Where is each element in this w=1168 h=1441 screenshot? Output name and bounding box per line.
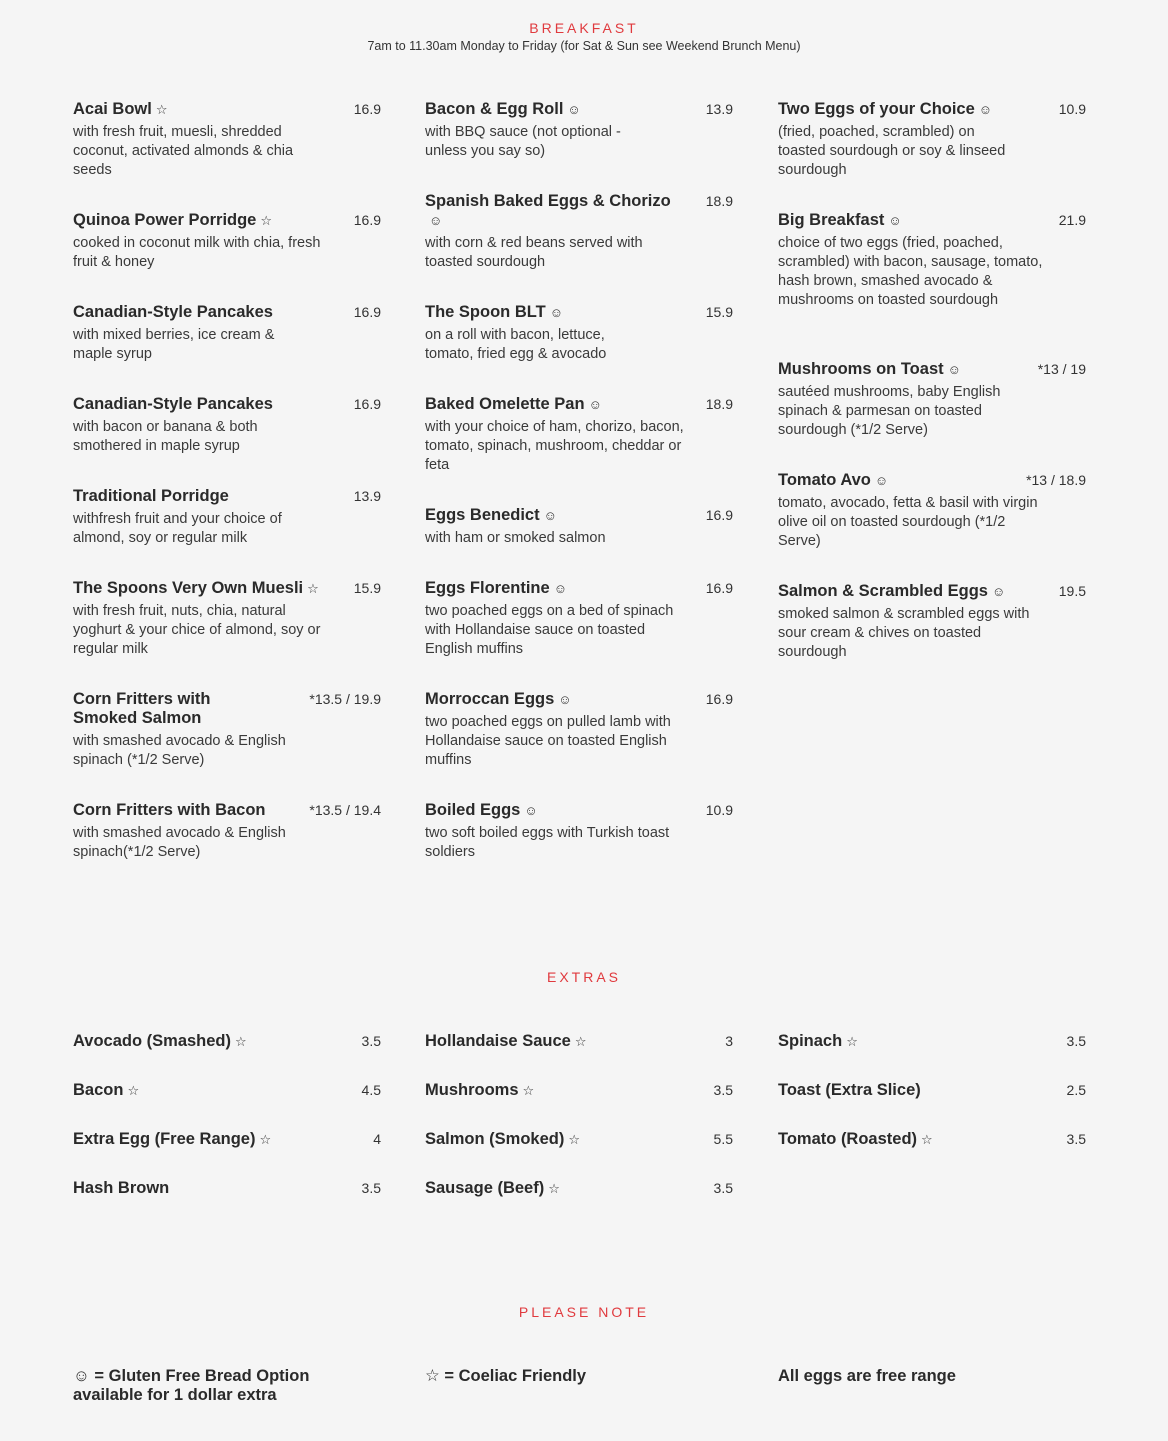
coeliac-star-icon: ☆ xyxy=(155,102,168,117)
item-name: Morroccan Eggs xyxy=(425,690,555,708)
menu-item xyxy=(425,192,733,272)
item-name: Boiled Eggs xyxy=(425,801,521,819)
item-price: 3.5 xyxy=(361,1033,381,1049)
item-name: Canadian-Style Pancakes xyxy=(73,303,273,321)
item-name: Acai Bowl xyxy=(73,100,152,118)
item-name: Two Eggs of your Choice xyxy=(778,100,975,118)
menu-item xyxy=(73,100,381,180)
item-description: tomato, avocado, fetta & basil with virgin olive oil on toasted sourdough (*1/2 Serve) xyxy=(778,495,1038,549)
item-description: with corn & red beans served with toasted sourdough xyxy=(425,235,643,270)
note-coeliac-friendly: ☆ = Coeliac Friendly xyxy=(425,1367,587,1385)
item-name: Canadian-Style Pancakes xyxy=(73,395,273,413)
item-name: Avocado (Smashed) xyxy=(73,1032,232,1050)
extra-item xyxy=(425,1179,733,1198)
item-price: 4 xyxy=(373,1131,381,1147)
coeliac-star-icon: ☆ xyxy=(260,213,273,228)
gluten-free-smiley-icon: ☺ xyxy=(588,397,602,412)
coeliac-star-icon: ☆ xyxy=(574,1034,587,1049)
item-price: 5.5 xyxy=(713,1131,733,1147)
item-price: 16.9 xyxy=(353,212,381,228)
menu-item xyxy=(778,360,1086,440)
item-description: with mixed berries, ice cream & maple syrup xyxy=(73,327,275,362)
menu-item xyxy=(73,303,381,364)
item-price: 2.5 xyxy=(1066,1082,1086,1098)
menu-item xyxy=(425,395,733,475)
menu-item xyxy=(73,801,381,862)
extra-item xyxy=(73,1032,381,1051)
extra-item xyxy=(778,1081,1086,1100)
item-description: with fresh fruit, muesli, shredded coconut, activated almonds & chia seeds xyxy=(73,124,294,178)
item-description: smoked salmon & scrambled eggs with sour cream & chives on toasted sourdough xyxy=(778,606,1030,660)
item-description: on a roll with bacon, lettuce, tomato, fried egg & avocado xyxy=(425,327,607,362)
item-description: withfresh fruit and your choice of almond, soy or regular milk xyxy=(73,511,282,546)
gluten-free-smiley-icon: ☺ xyxy=(558,692,572,707)
item-description: with your choice of ham, chorizo, bacon, tomato, spinach, mushroom, cheddar or feta xyxy=(425,419,684,473)
gluten-free-smiley-icon: ☺ xyxy=(978,102,993,117)
menu-item xyxy=(778,471,1086,551)
item-name: Bacon & Egg Roll xyxy=(425,100,564,118)
extra-item xyxy=(778,1130,1086,1149)
item-name: Sausage (Beef) xyxy=(425,1179,545,1197)
extra-item xyxy=(425,1032,733,1051)
item-price: 3.5 xyxy=(713,1180,733,1196)
menu-item xyxy=(425,506,733,548)
item-description: with BBQ sauce (not optional - unless you say so) xyxy=(425,124,621,159)
item-name: Toast (Extra Slice) xyxy=(778,1081,921,1099)
item-name: Extra Egg (Free Range) xyxy=(73,1130,256,1148)
extra-item xyxy=(73,1179,381,1198)
item-name: The Spoons Very Own Muesli xyxy=(73,579,304,597)
item-price: 15.9 xyxy=(705,304,733,320)
menu-item xyxy=(425,579,733,659)
menu-item xyxy=(778,582,1086,662)
coeliac-star-icon: ☆ xyxy=(307,581,319,596)
menu-item xyxy=(425,690,733,770)
coeliac-star-icon: ☆ xyxy=(846,1034,858,1049)
item-price: 3.5 xyxy=(713,1082,733,1098)
item-price: 19.5 xyxy=(1058,583,1086,599)
item-name: Bacon xyxy=(73,1081,124,1099)
extras-title: EXTRAS xyxy=(546,969,621,985)
item-price: 10.9 xyxy=(705,802,733,818)
item-description: with bacon or banana & both smothered in maple syrup xyxy=(73,419,258,454)
item-description: choice of two eggs (fried, poached, scrambled) with bacon, sausage, tomato, hash brown, smashed avocado & mushrooms on toasted sourdough xyxy=(778,235,1043,308)
item-price: *13 / 19 xyxy=(1037,361,1086,377)
extra-item xyxy=(425,1130,733,1149)
item-price: 18.9 xyxy=(705,193,733,209)
gluten-free-smiley-icon: ☺ xyxy=(874,473,889,488)
extra-item xyxy=(73,1081,381,1100)
item-description: two soft boiled eggs with Turkish toast soldiers xyxy=(425,825,670,860)
menu-item xyxy=(425,303,733,364)
extra-item xyxy=(425,1081,733,1100)
item-price: 3.5 xyxy=(1066,1033,1086,1049)
extra-item xyxy=(73,1130,381,1149)
coeliac-star-icon: ☆ xyxy=(127,1083,140,1098)
item-name: Salmon & Scrambled Eggs xyxy=(778,582,988,600)
item-price: 16.9 xyxy=(353,101,381,117)
menu-item xyxy=(73,579,381,659)
item-price: 18.9 xyxy=(705,396,733,412)
item-name: Hash Brown xyxy=(73,1179,170,1197)
menu-item xyxy=(73,690,381,770)
breakfast-title: BREAKFAST xyxy=(529,20,639,36)
note-free-range-eggs: All eggs are free range xyxy=(778,1367,956,1385)
gluten-free-smiley-icon: ☺ xyxy=(549,305,563,320)
item-description: with fresh fruit, nuts, chia, natural yoghurt & your chice of almond, soy or regular milk xyxy=(73,603,321,657)
gluten-free-smiley-icon: ☺ xyxy=(991,584,1006,599)
item-name: The Spoon BLT xyxy=(425,303,546,321)
gluten-free-smiley-icon: ☺ xyxy=(947,362,961,377)
menu-item xyxy=(425,801,733,862)
item-price: *13.5 / 19.9 xyxy=(309,691,381,707)
gluten-free-smiley-icon: ☺ xyxy=(543,508,557,523)
item-price: 3.5 xyxy=(361,1180,381,1196)
item-description: with ham or smoked salmon xyxy=(425,530,606,546)
item-price: 16.9 xyxy=(705,580,733,596)
coeliac-star-icon: ☆ xyxy=(921,1132,933,1147)
menu-item xyxy=(73,395,381,456)
breakfast-hours: 7am to 11.30am Monday to Friday (for Sat & Sun see Weekend Brunch Menu) xyxy=(367,39,801,53)
item-description: with smashed avocado & English spinach(*1/2 Serve) xyxy=(73,825,286,860)
menu-item xyxy=(73,487,381,548)
item-name: Tomato Avo xyxy=(778,471,871,489)
item-price: 21.9 xyxy=(1058,212,1086,228)
item-price: 13.9 xyxy=(705,101,733,117)
item-name: Hollandaise Sauce xyxy=(425,1032,571,1050)
extra-item xyxy=(778,1032,1086,1051)
item-price: *13.5 / 19.4 xyxy=(309,802,381,818)
item-name: Big Breakfast xyxy=(778,211,885,229)
item-price: 16.9 xyxy=(705,507,733,523)
coeliac-star-icon: ☆ xyxy=(568,1132,581,1147)
item-description: with smashed avocado & English spinach (*1/2 Serve) xyxy=(73,733,286,768)
menu-item xyxy=(425,100,733,161)
note-gluten-free: ☺ = Gluten Free Bread Option available for 1 dollar extra xyxy=(73,1367,310,1404)
menu-item xyxy=(778,100,1086,180)
coeliac-star-icon: ☆ xyxy=(522,1083,535,1098)
item-name: Salmon (Smoked) xyxy=(425,1130,565,1148)
item-name: Eggs Florentine xyxy=(425,579,550,597)
gluten-free-smiley-icon: ☺ xyxy=(888,213,902,228)
item-name: Eggs Benedict xyxy=(425,506,540,524)
item-name: Mushrooms xyxy=(425,1081,519,1099)
gluten-free-smiley-icon: ☺ xyxy=(567,102,581,117)
gluten-free-smiley-icon: ☺ xyxy=(429,213,443,228)
item-name: Traditional Porridge xyxy=(73,487,229,505)
please-note-title: PLEASE NOTE xyxy=(518,1304,650,1320)
coeliac-star-icon: ☆ xyxy=(548,1181,560,1196)
menu-item xyxy=(73,211,381,272)
item-price: 10.9 xyxy=(1058,101,1086,117)
item-price: 13.9 xyxy=(353,488,381,504)
gluten-free-smiley-icon: ☺ xyxy=(524,803,538,818)
gluten-free-smiley-icon: ☺ xyxy=(553,581,567,596)
item-description: sautéed mushrooms, baby English spinach & parmesan on toasted sourdough (*1/2 Serve) xyxy=(778,384,1001,438)
item-name: Tomato (Roasted) xyxy=(778,1130,918,1148)
item-description: cooked in coconut milk with chia, fresh fruit & honey xyxy=(73,235,321,270)
item-price: 16.9 xyxy=(353,396,381,412)
coeliac-star-icon: ☆ xyxy=(259,1132,272,1147)
item-price: 3.5 xyxy=(1066,1131,1086,1147)
item-description: two poached eggs on a bed of spinach with Hollandaise sauce on toasted English muffins xyxy=(425,603,674,657)
item-name: Quinoa Power Porridge xyxy=(73,211,257,229)
item-price: 4.5 xyxy=(361,1082,381,1098)
item-name: Mushrooms on Toast xyxy=(778,360,944,378)
item-name: Spinach xyxy=(778,1032,843,1050)
item-name: Corn Fritters with Bacon xyxy=(73,801,266,819)
item-price: 16.9 xyxy=(353,304,381,320)
item-price: 15.9 xyxy=(353,580,381,596)
item-name: Spanish Baked Eggs & Chorizo xyxy=(425,192,671,210)
item-price: 16.9 xyxy=(705,691,733,707)
item-name: Corn Fritters with Smoked Salmon xyxy=(73,690,211,727)
item-name: Baked Omelette Pan xyxy=(425,395,585,413)
menu-item xyxy=(778,211,1086,310)
item-description: (fried, poached, scrambled) on toasted sourdough or soy & linseed sourdough xyxy=(778,124,1006,178)
coeliac-star-icon: ☆ xyxy=(235,1034,247,1049)
item-description: two poached eggs on pulled lamb with Hollandaise sauce on toasted English muffins xyxy=(425,714,671,768)
item-price: 3 xyxy=(725,1033,733,1049)
item-price: *13 / 18.9 xyxy=(1026,472,1086,488)
